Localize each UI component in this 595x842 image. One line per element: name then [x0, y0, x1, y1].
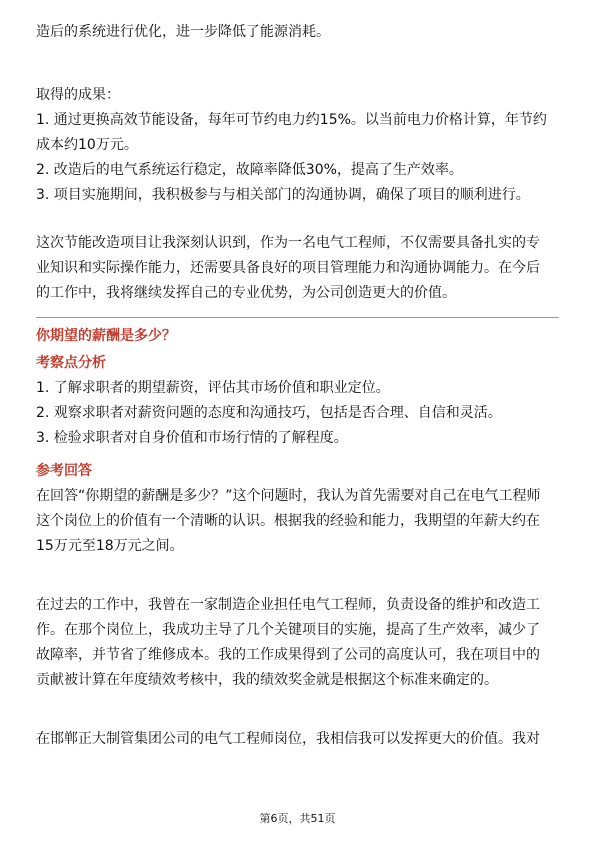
reflection-line-3: 的工作中，我将继续发挥自己的专业优势，为公司创造更大的价值。 [36, 285, 456, 301]
answer-p2-line-2: 作。在那个岗位上，我成功主导了几个关键项目的实施，提高了生产效率，减少了 [36, 622, 540, 638]
reflection-paragraph [36, 231, 559, 306]
achievement-item-1-line-2: 成本约10万元。 [36, 137, 138, 153]
answer-p1-line-2: 这个岗位上的价值有一个清晰的认识。根据我的经验和能力，我期望的年薪大约在 [36, 513, 540, 529]
analysis-item-2: 2. 观察求职者对薪资问题的态度和沟通技巧，包括是否合理、自信和灵活。 [36, 405, 502, 421]
achievement-item-2: 2. 改造后的电气系统运行稳定，故障率降低30%，提高了生产效率。 [36, 162, 463, 178]
answer-p1-line-1: 在回答“你期望的薪酬是多少？”这个问题时，我认为首先需要对自己在电气工程师 [36, 488, 541, 504]
answer-p2-line-3: 故障率，并节省了维修成本。我的工作成果得到了公司的高度认可，我在项目中的 [36, 647, 540, 663]
answer-paragraph-2 [36, 593, 559, 693]
answer-heading: 参考回答 [36, 463, 92, 479]
answer-p3-line-1: 在邯郸正大制管集团公司的电气工程师岗位，我相信我可以发挥更大的价值。我对 [36, 731, 540, 747]
answer-p1-line-3: 15万元至18万元之间。 [36, 538, 184, 554]
page-number: 第6页，共51页 [259, 812, 336, 825]
answer-paragraph-3 [36, 727, 559, 752]
page-content [36, 20, 559, 752]
analysis-list [36, 376, 559, 451]
achievements-label: 取得的成果： [36, 87, 120, 103]
answer-p2-line-4: 贡献被计算在年度绩效考核中，我的绩效奖金就是根据这个标准来确定的。 [36, 672, 498, 688]
analysis-item-3: 3. 检验求职者对自身价值和市场行情的了解程度。 [36, 430, 348, 446]
reflection-line-2: 业知识和实际操作能力，还需要具备良好的项目管理能力和沟通协调能力。在今后 [36, 260, 540, 276]
question-title: 你期望的薪酬是多少？ [36, 328, 176, 344]
reflection-line-1: 这次节能改造项目让我深刻认识到，作为一名电气工程师，不仅需要具备扎实的专 [36, 235, 540, 251]
answer-paragraph-1 [36, 484, 559, 559]
analysis-heading: 考察点分析 [36, 355, 106, 371]
section-divider [36, 317, 559, 318]
achievement-item-1-line-1: 1. 通过更换高效节能设备，每年可节约电力约15%。以当前电力价格计算，年节约 [36, 112, 547, 128]
achievement-item-1 [36, 108, 559, 158]
answer-p2-line-1: 在过去的工作中，我曾在一家制造企业担任电气工程师，负责设备的维护和改造工 [36, 597, 540, 613]
intro-line: 造后的系统进行优化，进一步降低了能源消耗。 [36, 24, 330, 40]
achievement-item-3: 3. 项目实施期间，我积极参与与相关部门的沟通协调，确保了项目的顺利进行。 [36, 187, 530, 203]
analysis-item-1: 1. 了解求职者的期望薪资，评估其市场价值和职业定位。 [36, 380, 390, 396]
achievements-list [36, 108, 559, 208]
